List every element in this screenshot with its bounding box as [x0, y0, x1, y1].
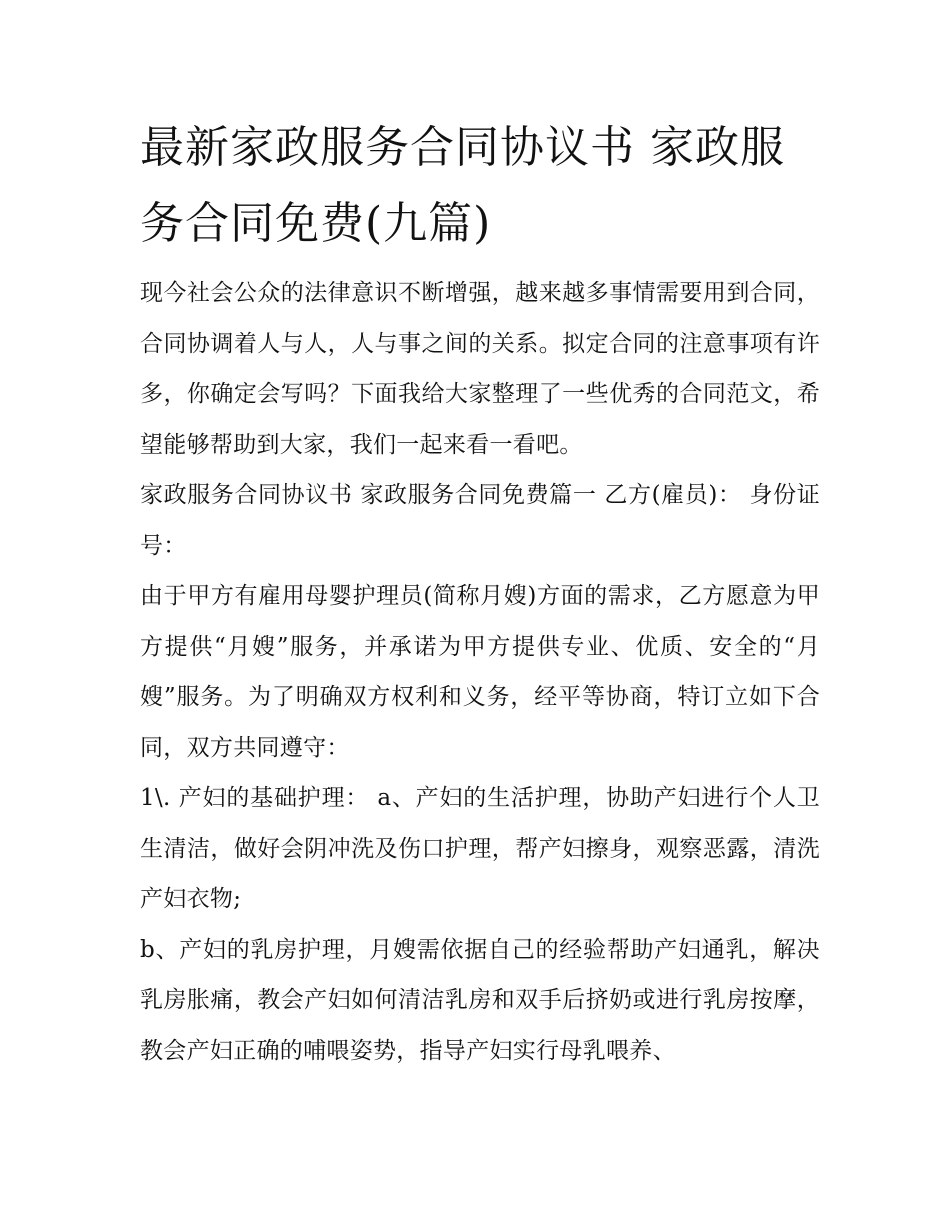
- paragraph-intro: 现今社会公众的法律意识不断增强，越来越多事情需要用到合同，合同协调着人与人，人与事之间的关系。拟定合同的注意事项有许多，你确定会写吗？下面我给大家整理了一些优秀的合同范文，希望能够帮助到大家，我们一起来看一看吧。: [140, 280, 820, 458]
- paragraph-purpose: 由于甲方有雇用母婴护理员(简称月嫂)方面的需求，乙方愿意为甲方提供“月嫂”服务，并承诺为甲方提供专业、优质、安全的“月嫂”服务。为了明确双方权利和义务，经平等协商，特订立如下合同，双方共同遵守：: [140, 583, 820, 761]
- paragraph-party-info: 家政服务合同协议书 家政服务合同免费篇一 乙方(雇员)： 身份证号：: [140, 482, 820, 559]
- document-page: [140, 110, 820, 1076]
- paragraph-clause-1b: b、产妇的乳房护理，月嫂需依据自己的经验帮助产妇通乳，解决乳房胀痛，教会产妇如何清洁乳房和双手后挤奶或进行乳房按摩，教会产妇正确的哺喂姿势，指导产妇实行母乳喂养、: [140, 936, 820, 1064]
- paragraph-clause-1a: 1\. 产妇的基础护理： a、产妇的生活护理，协助产妇进行个人卫生清洁，做好会阴冲洗及伤口护理，帮产妇擦身，观察恶露，清洗产妇衣物;: [140, 785, 820, 912]
- document-title: 最新家政服务合同协议书 家政服务合同免费(九篇): [140, 122, 785, 249]
